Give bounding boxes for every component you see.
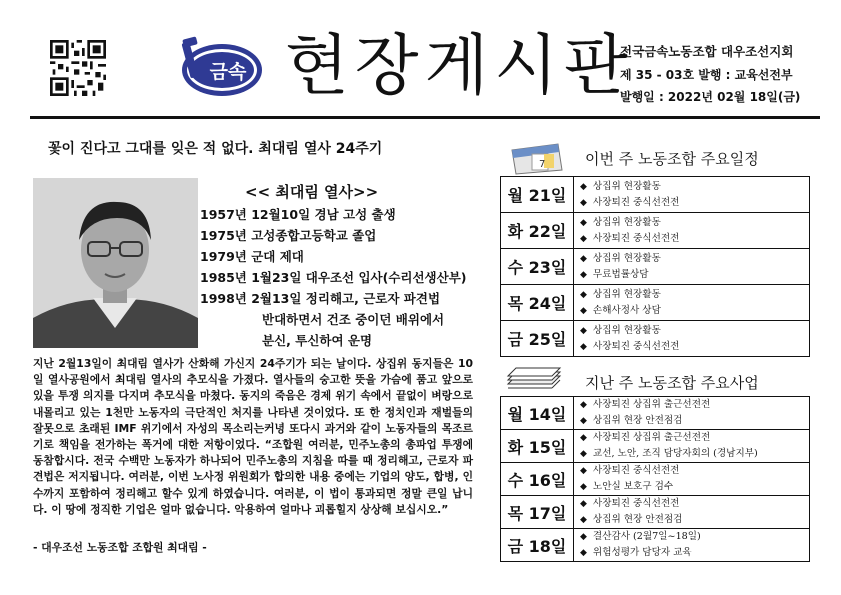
schedule-item: ◆ 노안실 보호구 검수 [580,479,809,495]
publish-date: 발행일 : 2022년 02월 18일(금) [620,90,801,104]
table-row [501,285,810,321]
issue-info: 제 35 - 03호 발행 : 교육선전부 [620,68,793,82]
schedule-item: ◆ 사장퇴진 중식선전전 [580,231,809,247]
day-label: 수 16일 [501,463,574,496]
table-row [501,321,810,357]
newsletter-title: 현장게시판 [285,27,634,104]
schedule-item: ◆ 손해사정사 상담 [580,303,809,319]
table-row [501,529,810,562]
bio-line: 1998년 2월13일 정리해고, 근로자 파견법 [200,291,441,306]
day-label: 수 23일 [501,249,574,285]
day-label: 금 18일 [501,529,574,562]
day-label: 화 15일 [501,430,574,463]
portrait-photo [33,178,198,348]
bio-line: 반대하면서 건조 중이던 배위에서 [262,312,445,327]
schedule-item: ◆ 상집위 현장활동 [580,323,809,339]
last-week-schedule [500,396,810,562]
schedule-item: ◆ 결산감사 (2월7일~18일) [580,529,809,545]
article-headline: 꽃이 진다고 그대를 잊은 적 없다. 최대림 열사 24주기 [48,141,383,157]
schedule-item: ◆ 위험성평가 담당자 교육 [580,545,809,561]
bio-line: 1979년 군대 제대 [200,249,304,264]
table-row [501,213,810,249]
svg-text:7: 7 [539,159,546,170]
day-label: 목 24일 [501,285,574,321]
schedule-item: ◆ 상집위 현장활동 [580,287,809,303]
schedule-item: ◆ 사장퇴진 상집위 출근선전전 [580,397,809,413]
schedule-item: ◆ 상집위 현장활동 [580,179,809,195]
bio-line: 분신, 투신하여 운명 [262,333,373,348]
schedule-item: ◆ 무료법률상담 [580,267,809,283]
article-body: 지난 2월13일이 최대림 열사가 산화해 가신지 24주기가 되는 날이다. 상집위 동지들은 10일 열사공원에서 최대림 열사의 추모식을 가졌다. 열사들의 숭고한 뜻을 가슴에 품고 앞으로 있을 투쟁 의지를 다지며 추모식을 마쳤다. 동지의 죽음은 경제 위기 속에서 끝없이 벼랑으로 내몰리고 있는 1천만 노동자의 극단적인 처지를 나타낸 것이었다. 또 한 정치인과 재벌들의 잘못으로 초래된 IMF 위기에서 자성의 목소리는커녕 또다시 과거와 같이 노동자들의 목조르기로 책임을 전가하는 폭거에 대한 저항이었다. “조합원 여러분, 민주노총의 총파업 투쟁에 동참합시다. 전국 수백만 노동자가 하나되어 민주노총의 지침을 따를 때 정리해고, 근로자 파견법은 저지됩니다. 여러분, 이번 노사정 위원회가 합의한 내용 중에는 기업의 양도, 합병, 인수까지 포함하여 정리해고 할수 있게 하였습니다. 여러분, 이 법이 통과되면 정말 큰일 납니다. 이 땅에 정직한 기업은 얼마 없습니다. 악용하여 얼마나 괴롭힐지 상상해 보십시오.” [33,357,473,516]
last-week-title: 지난 주 노동조합 주요사업 [585,374,759,392]
schedule-item: ◆ 상집위 현장 안전점검 [580,413,809,429]
day-label: 화 22일 [501,213,574,249]
schedule-item: ◆ 사장퇴진 중식선전전 [580,339,809,355]
table-row [501,430,810,463]
this-week-schedule [500,176,810,357]
bio-title: << 최대림 열사>> [245,183,379,201]
this-week-title: 이번 주 노동조합 주요일정 [585,150,759,168]
schedule-item: ◆ 사장퇴진 중식선전전 [580,463,809,479]
schedule-item: ◆ 상집위 현장활동 [580,251,809,267]
document-stack-icon [506,366,562,392]
table-row [501,397,810,430]
bio-line: 1975년 고성종합고등학교 졸업 [200,228,377,243]
schedule-item: ◆ 교선, 노안, 조직 담당자회의 (경남지부) [580,446,809,462]
union-name: 전국금속노동조합 대우조선지회 [620,44,794,59]
schedule-item: ◆ 사장퇴진 상집위 출근선전전 [580,430,809,446]
article-signature: - 대우조선 노동조합 조합원 최대림 - [33,541,207,554]
masthead-divider [30,116,820,119]
table-row [501,496,810,529]
day-label: 금 25일 [501,321,574,357]
table-row [501,249,810,285]
table-row [501,177,810,213]
calendar-icon [508,140,564,176]
schedule-item: ◆ 사장퇴진 중식선전전 [580,195,809,211]
table-row [501,463,810,496]
day-label: 월 21일 [501,177,574,213]
logo-text: 금속 [209,61,247,83]
union-logo [180,36,265,102]
bio-line: 1985년 1월23일 대우조선 입사(수리선생산부) [200,270,467,285]
bio-line: 1957년 12월10일 경남 고성 출생 [200,207,396,222]
schedule-item: ◆ 상집위 현장 안전점검 [580,512,809,528]
day-label: 월 14일 [501,397,574,430]
schedule-item: ◆ 사장퇴진 중식선전전 [580,496,809,512]
qr-code-icon [50,40,106,96]
schedule-item: ◆ 상집위 현장활동 [580,215,809,231]
day-label: 목 17일 [501,496,574,529]
